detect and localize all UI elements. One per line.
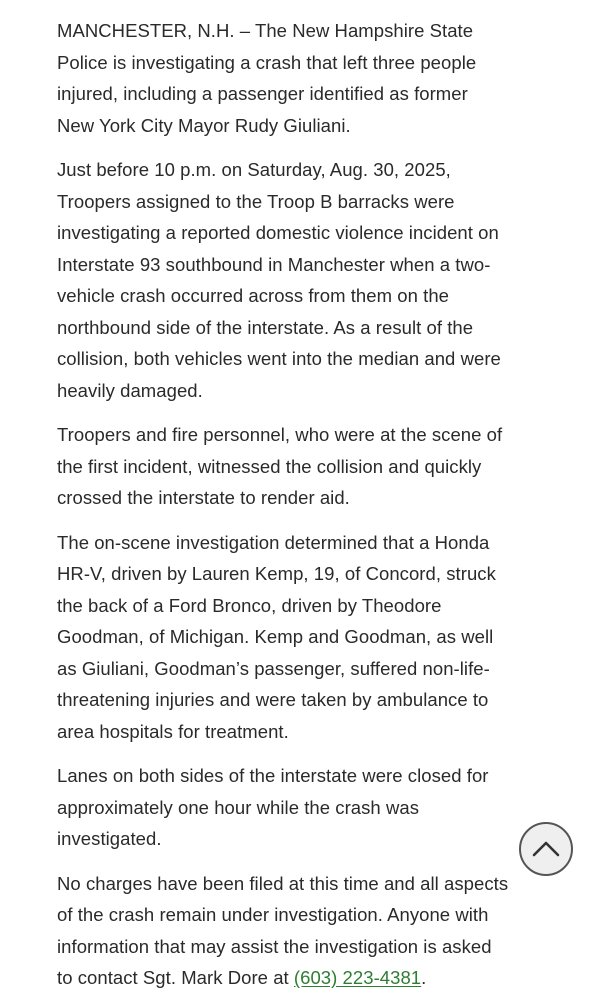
back-to-top-button[interactable] [519, 822, 573, 876]
phone-link[interactable]: (603) 223-4381 [293, 967, 422, 988]
article-paragraph: Just before 10 p.m. on Saturday, Aug. 30, 2025, Troopers assigned to the Troop B barracks were investigating a reported domestic violence incident on Interstate 93 southbound in Manchester when a two- vehicle crash occurred across from them on the northbound side of the interstate. As a result of the collision, both vehicles went into the median and were heavily damaged. [57, 159, 501, 401]
article-paragraph: MANCHESTER, N.H. – The New Hampshire State Police is investigating a crash that left three people injured, including a passenger identified as former New York City Mayor Rudy Giuliani. [57, 20, 477, 136]
contact-text: No charges have been filed at this time and all aspects of the crash remain under investigation. Anyone with information that may assist the investigation is asked to contact Sgt. Mark Dore at [57, 872, 509, 988]
article-paragraph-contact [57, 868, 547, 994]
article-paragraph: Troopers and fire personnel, who were at the scene of the first incident, witnessed the collision and quickly crossed the interstate to render aid. [57, 424, 503, 508]
chevron-up-icon [531, 840, 561, 858]
article-body [57, 15, 547, 1007]
article-paragraph: The on-scene investigation determined that a Honda HR-V, driven by Lauren Kemp, 19, of Concord, struck the back of a Ford Bronco, driven by Theodore Goodman, of Michigan. Kemp and Goodman, as well as Giuliani, Goodman’s passenger, suffered non-life- threatening injuries and were taken by ambulance to area hospitals for treatment. [57, 531, 496, 742]
article-paragraph: Lanes on both sides of the interstate were closed for approximately one hour while the crash was investigated. [57, 765, 489, 849]
contact-trailing: . [421, 967, 427, 988]
